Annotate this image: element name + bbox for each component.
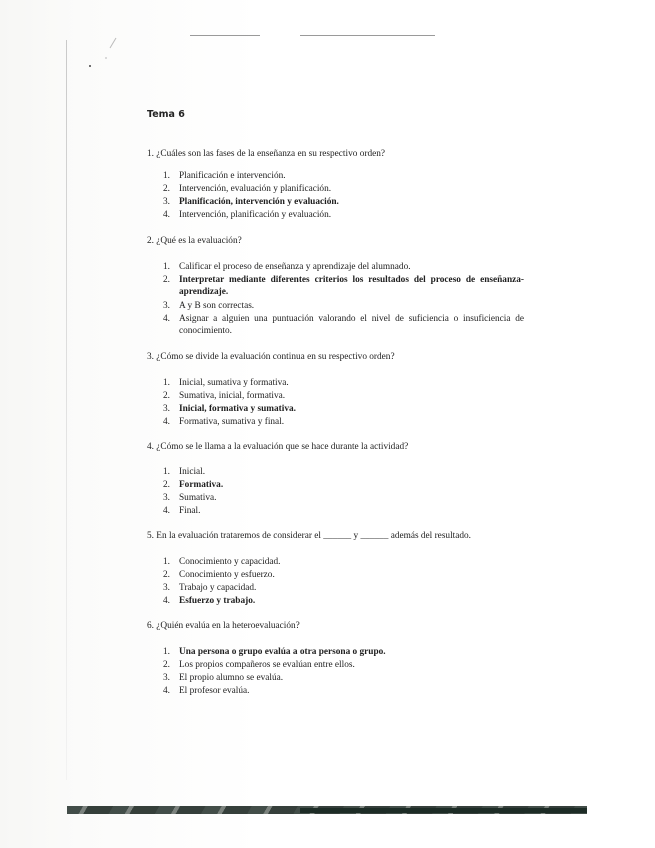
option-text: Sumativa, inicial, formativa.: [179, 391, 286, 401]
option-number: 2.: [163, 391, 170, 401]
option-text: El profesor evalúa.: [179, 686, 250, 696]
option-number: 3.: [163, 197, 170, 207]
scan-bottom-edge: [300, 808, 587, 813]
option-number: 1.: [163, 378, 170, 388]
document-title: Tema 6: [147, 109, 185, 120]
option-number: 4.: [163, 686, 170, 696]
option-text: Una persona o grupo evalúa a otra persona o grupo.: [179, 647, 386, 657]
option-number: 2.: [163, 184, 170, 194]
question-text: 3. ¿Cómo se divide la evaluación continua en su respectivo orden?: [147, 352, 395, 362]
question-text: 5. En la evaluación trataremos de considerar el ______ y ______ además del resultado.: [147, 531, 471, 541]
top-mark: [300, 35, 435, 36]
option-number: 3.: [163, 583, 170, 593]
option-text: Inicial, formativa y sumativa.: [179, 404, 296, 414]
page-edge-shadow: [66, 40, 67, 780]
option-text: Planificación e intervención.: [179, 171, 286, 181]
question-text: 1. ¿Cuáles son las fases de la enseñanza en su respectivo orden?: [147, 149, 386, 159]
option-text: Intervención, evaluación y planificación.: [179, 184, 332, 194]
option-text: Inicial, sumativa y formativa.: [179, 378, 289, 388]
option-text: Planificación, intervención y evaluación.: [179, 197, 339, 207]
question-text: 6. ¿Quién evalúa en la heteroevaluación?: [147, 621, 300, 631]
option-text: Sumativa.: [179, 493, 217, 503]
option-number: 4.: [163, 596, 170, 606]
option-number: 2.: [163, 480, 170, 490]
option-text: Intervención, planificación y evaluación.: [179, 210, 332, 220]
option-number: 1.: [163, 557, 170, 567]
option-number: 3.: [163, 493, 170, 503]
option-text: Formativa.: [179, 480, 224, 490]
option-number: 2.: [163, 275, 170, 285]
option-text: Los propios compañeros se evalúan entre ellos.: [179, 660, 355, 670]
option-number: 4.: [163, 417, 170, 427]
question-text: 4. ¿Cómo se le llama a la evaluación que se hace durante la actividad?: [147, 442, 409, 452]
option-number: 1.: [163, 647, 170, 657]
option-number: 2.: [163, 660, 170, 670]
option-number: 3.: [163, 673, 170, 683]
option-text: Esfuerzo y trabajo.: [179, 596, 256, 606]
option-number: 4.: [163, 314, 170, 324]
option-text: El propio alumno se evalúa.: [179, 673, 284, 683]
option-number: 4.: [163, 210, 170, 220]
option-number: 1.: [163, 262, 170, 272]
option-text: Final.: [179, 506, 201, 516]
option-number: 4.: [163, 506, 170, 516]
scan-specks: [86, 36, 126, 76]
option-number: 1.: [163, 467, 170, 477]
top-mark: [190, 35, 260, 36]
option-text: Conocimiento y capacidad.: [179, 557, 281, 567]
option-number: 3.: [163, 301, 170, 311]
option-number: 3.: [163, 404, 170, 414]
option-text: Trabajo y capacidad.: [179, 583, 257, 593]
option-text: Calificar el proceso de enseñanza y aprendizaje del alumnado.: [179, 262, 411, 272]
option-text: A y B son correctas.: [179, 301, 255, 311]
option-number: 1.: [163, 171, 170, 181]
option-text: Formativa, sumativa y final.: [179, 417, 285, 427]
option-text: Inicial.: [179, 467, 206, 477]
option-text: Conocimiento y esfuerzo.: [179, 570, 275, 580]
option-text: Interpretar mediante diferentes criterios los resultados del proceso de enseñanza-aprendizaje.: [179, 275, 524, 297]
question-text: 2. ¿Qué es la evaluación?: [147, 236, 242, 246]
option-text: Asignar a alguien una puntuación valorando el nivel de suficiencia o insuficiencia de conocimiento.: [179, 314, 524, 336]
option-number: 2.: [163, 570, 170, 580]
